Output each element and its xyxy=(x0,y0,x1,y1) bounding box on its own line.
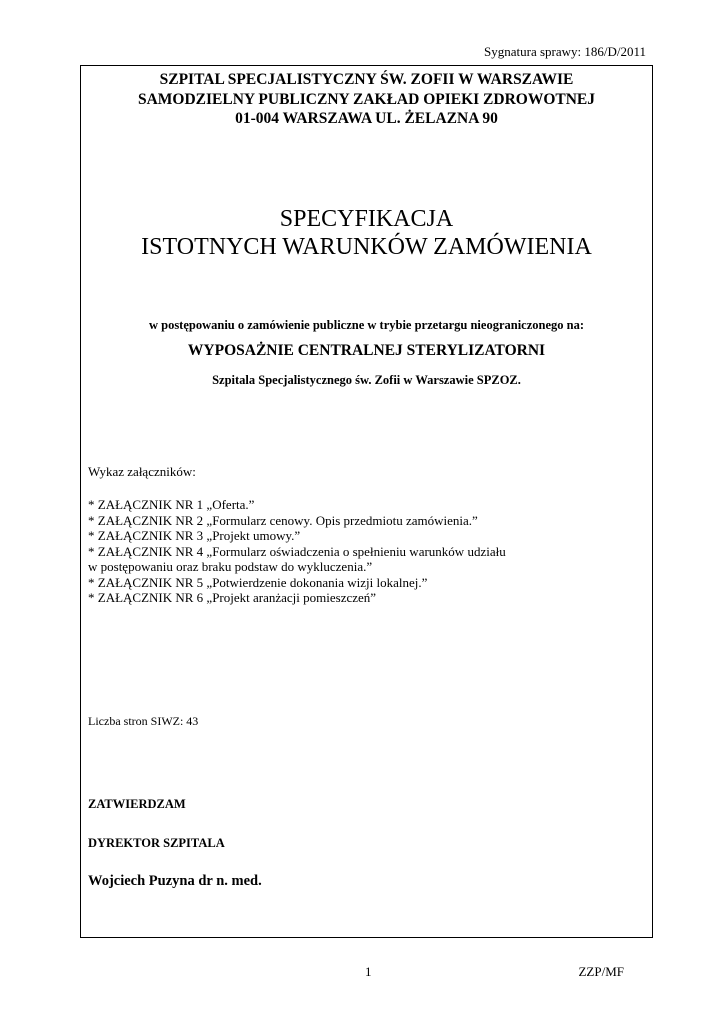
header-line-1: SZPITAL SPECJALISTYCZNY ŚW. ZOFII W WARSZAWIE xyxy=(159,71,574,88)
attachment-item: * ZAŁĄCZNIK NR 5 „Potwierdzenie dokonania wizji lokalnej.” xyxy=(88,574,428,590)
title-line-2: ISTOTNYCH WARUNKÓW ZAMÓWIENIA xyxy=(141,234,592,260)
institution-header xyxy=(81,70,652,129)
document-title xyxy=(81,205,652,261)
procurement-subject: WYPOSAŻNIE CENTRALNEJ STERYLIZATORNI xyxy=(187,342,546,359)
case-signature: Sygnatura sprawy: 186/D/2011 xyxy=(484,44,646,59)
procedure-intro: w postępowaniu o zamówienie publiczne w trybie przetargu nieograniczonego na: xyxy=(148,318,585,332)
header-line-2: SAMODZIELNY PUBLICZNY ZAKŁAD OPIEKI ZDROWOTNEJ xyxy=(137,90,596,108)
attachments-list xyxy=(88,497,645,606)
footer-code: ZZP/MF xyxy=(578,964,624,979)
attachment-item: * ZAŁĄCZNIK NR 1 „Oferta.” xyxy=(88,497,255,512)
approval-label: ZATWIERDZAM xyxy=(88,797,186,811)
document-frame xyxy=(80,65,653,938)
title-line-1: SPECYFIKACJA xyxy=(279,206,454,232)
attachment-item: * ZAŁĄCZNIK NR 4 „Formularz oświadczenia o spełnieniu warunków udziału xyxy=(88,543,506,559)
signer-name: Wojciech Puzyna dr n. med. xyxy=(88,873,262,889)
attachments-heading: Wykaz załączników: xyxy=(88,464,196,479)
hospital-name: Szpitala Specjalistycznego św. Zofii w Warszawie SPZOZ. xyxy=(212,373,521,387)
attachment-item: * ZAŁĄCZNIK NR 6 „Projekt aranżacji pomieszczeń” xyxy=(88,590,377,605)
page-number: 1 xyxy=(365,964,372,979)
attachment-item: * ZAŁĄCZNIK NR 3 „Projekt umowy.” xyxy=(88,528,301,543)
header-line-3: 01-004 WARSZAWA UL. ŻELAZNA 90 xyxy=(235,110,498,127)
attachment-item-continuation: w postępowaniu oraz braku podstaw do wykluczenia.” xyxy=(88,559,373,574)
page-count: Liczba stron SIWZ: 43 xyxy=(88,714,199,728)
director-label: DYREKTOR SZPITALA xyxy=(88,836,225,850)
attachment-item: * ZAŁĄCZNIK NR 2 „Formularz cenowy. Opis przedmiotu zamówienia.” xyxy=(88,512,478,528)
